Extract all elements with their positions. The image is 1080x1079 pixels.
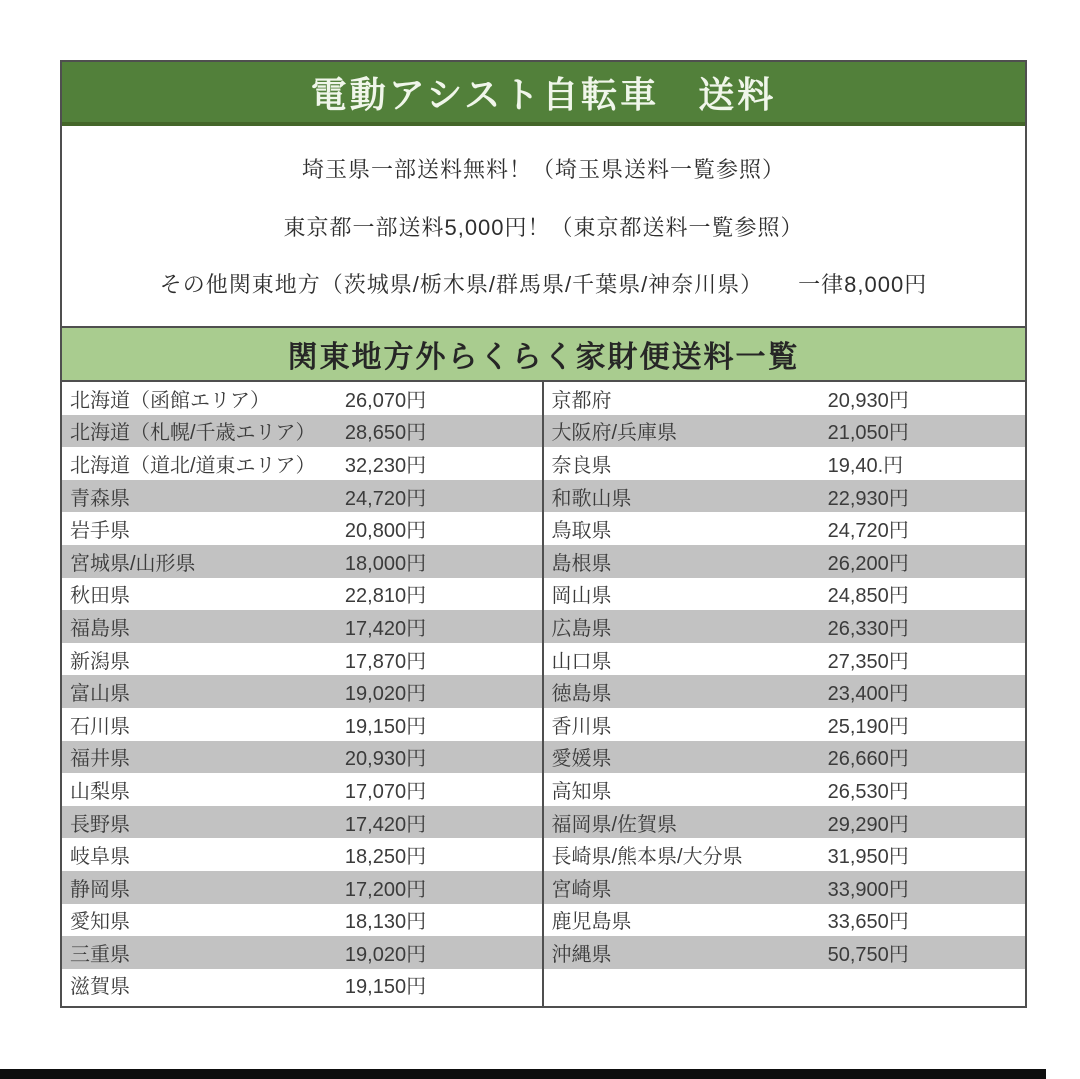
notice-kanto-other: その他関東地方（茨城県/栃木県/群馬県/千葉県/神奈川県） 一律8,000円 [159, 272, 928, 298]
table-row [544, 382, 1026, 415]
shipping-price: 18,000円 [344, 552, 427, 575]
notice-section [62, 126, 1025, 326]
shipping-price: 18,130円 [344, 911, 427, 934]
table-row [62, 708, 542, 741]
table-row [544, 806, 1026, 839]
table-row [544, 578, 1026, 611]
table-row [62, 838, 542, 871]
shipping-price: 27,350円 [827, 650, 909, 673]
table-row [544, 545, 1026, 578]
prefecture-name: 福岡県/佐賀県 [551, 813, 678, 836]
shipping-price: 24,720円 [827, 520, 909, 543]
prefecture-name: 高知県 [551, 780, 612, 803]
table-row [62, 382, 542, 415]
table-row [62, 512, 542, 545]
shipping-price: 50,750円 [827, 943, 909, 966]
section-title-bar [62, 326, 1025, 382]
shipping-price: 26,530円 [827, 780, 909, 803]
notice-saitama: 埼玉県一部送料無料！（埼玉県送料一覧参照） [301, 156, 785, 182]
prefecture-name: 鹿児島県 [551, 911, 632, 934]
table-row [544, 480, 1026, 513]
prefecture-name: 京都府 [551, 389, 612, 412]
table-row [62, 806, 542, 839]
prefecture-name: 新潟県 [70, 650, 130, 673]
prefecture-name: 岡山県 [551, 585, 612, 608]
shipping-price: 25,190円 [827, 715, 909, 738]
prefecture-name: 北海道（函館エリア） [70, 389, 270, 412]
section-title: 関東地方外らくらく家財便送料一覧 [287, 341, 800, 374]
table-row [62, 773, 542, 806]
notice-tokyo: 東京都一部送料5,000円！（東京都送料一覧参照） [283, 214, 804, 240]
prefecture-name: 宮崎県 [551, 878, 612, 901]
prefecture-name: 長崎県/熊本県/大分県 [551, 846, 743, 869]
prefecture-name: 岩手県 [70, 520, 130, 543]
table-row [62, 480, 542, 513]
main-title-bar [62, 62, 1025, 126]
table-row [544, 447, 1026, 480]
prefecture-name: 大阪府/兵庫県 [551, 422, 678, 445]
prefecture-name: 富山県 [70, 683, 130, 706]
table-row [62, 871, 542, 904]
table-row [544, 936, 1026, 969]
prefecture-name: 福島県 [70, 617, 130, 640]
table-row [544, 708, 1026, 741]
shipping-price: 31,950円 [827, 846, 909, 869]
shipping-price: 26,330円 [827, 617, 909, 640]
table-row [62, 415, 542, 448]
prefecture-name: 愛知県 [70, 911, 130, 934]
shipping-price: 24,850円 [827, 585, 909, 608]
shipping-price: 17,200円 [344, 878, 427, 901]
shipping-price: 17,870円 [344, 650, 427, 673]
prefecture-name: 北海道（道北/道東エリア） [70, 454, 316, 477]
shipping-price: 19,150円 [344, 715, 427, 738]
prefecture-name: 奈良県 [551, 454, 612, 477]
shipping-price: 19,40.円 [827, 454, 904, 477]
shipping-price: 18,250円 [344, 846, 427, 869]
shipping-price: 20,930円 [827, 389, 909, 412]
table-row [544, 969, 1026, 1002]
table-row [62, 643, 542, 676]
table-row [544, 871, 1026, 904]
shipping-price: 17,420円 [344, 617, 427, 640]
shipping-price: 19,150円 [344, 976, 427, 999]
shipping-price: 26,070円 [344, 389, 427, 412]
table-row [544, 904, 1026, 937]
shipping-price: 24,720円 [344, 487, 427, 510]
shipping-price: 29,290円 [827, 813, 909, 836]
prefecture-name: 青森県 [70, 487, 130, 510]
prefecture-name: 石川県 [70, 715, 130, 738]
prefecture-name: 沖縄県 [551, 943, 612, 966]
prefecture-name: 山口県 [551, 650, 612, 673]
table-row [544, 610, 1026, 643]
table-row [544, 675, 1026, 708]
shipping-price: 28,650円 [344, 422, 427, 445]
prefecture-name: 和歌山県 [551, 487, 632, 510]
table-row [62, 545, 542, 578]
prefecture-name: 鳥取県 [551, 520, 612, 543]
prefecture-name: 静岡県 [70, 878, 130, 901]
page-title: 電動アシスト自転車 送料 [310, 73, 777, 115]
table-row [62, 741, 542, 774]
table-row [62, 904, 542, 937]
table-row [62, 578, 542, 611]
prefecture-name: 山梨県 [70, 780, 130, 803]
table-row [62, 610, 542, 643]
prefecture-name: 岐阜県 [70, 846, 130, 869]
shipping-price: 33,900円 [827, 878, 909, 901]
fee-table-left-column [62, 382, 544, 1006]
prefecture-name: 香川県 [551, 715, 612, 738]
shipping-price: 21,050円 [827, 422, 909, 445]
table-row [544, 741, 1026, 774]
shipping-price: 17,420円 [344, 813, 427, 836]
shipping-price: 32,230円 [344, 454, 427, 477]
table-row [544, 415, 1026, 448]
table-row [62, 447, 542, 480]
shipping-price: 33,650円 [827, 911, 909, 934]
prefecture-name: 北海道（札幌/千歳エリア） [70, 422, 316, 445]
shipping-price: 17,070円 [344, 780, 427, 803]
shipping-price: 26,200円 [827, 552, 909, 575]
bottom-black-bar [0, 1069, 1046, 1079]
prefecture-name: 秋田県 [70, 585, 130, 608]
shipping-price: 20,800円 [344, 520, 427, 543]
shipping-price: 20,930円 [344, 748, 427, 771]
prefecture-name: 愛媛県 [551, 748, 612, 771]
table-row [62, 936, 542, 969]
fee-table-right-column [544, 382, 1026, 1006]
shipping-price: 26,660円 [827, 748, 909, 771]
table-row [544, 838, 1026, 871]
shipping-price: 19,020円 [344, 943, 427, 966]
shipping-info-sheet [60, 60, 1027, 1008]
prefecture-name: 三重県 [70, 943, 130, 966]
table-row [544, 643, 1026, 676]
shipping-fee-table [62, 382, 1025, 1006]
table-row [544, 512, 1026, 545]
prefecture-name: 宮城県/山形県 [70, 552, 196, 575]
shipping-price: 19,020円 [344, 683, 427, 706]
prefecture-name: 長野県 [70, 813, 130, 836]
table-row [62, 675, 542, 708]
shipping-price: 22,810円 [344, 585, 427, 608]
prefecture-name: 徳島県 [551, 683, 612, 706]
prefecture-name: 広島県 [551, 617, 612, 640]
table-row [544, 773, 1026, 806]
shipping-price: 23,400円 [827, 683, 909, 706]
prefecture-name: 滋賀県 [70, 976, 130, 999]
prefecture-name: 福井県 [70, 748, 130, 771]
table-row [62, 969, 542, 1002]
shipping-price: 22,930円 [827, 487, 909, 510]
prefecture-name: 島根県 [551, 552, 612, 575]
